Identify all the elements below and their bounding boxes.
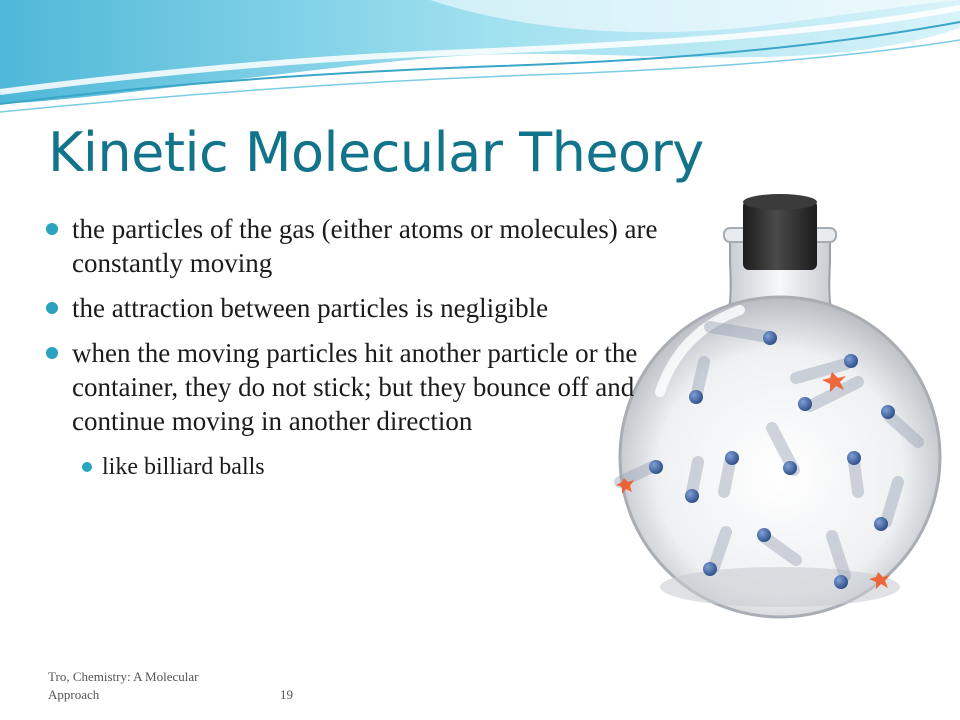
sub-bullet-item: [82, 452, 696, 482]
bullet-text: the particles of the gas (either atoms or molecules) are constantly moving: [72, 214, 658, 278]
page-number: 19: [280, 687, 293, 702]
sub-bullet-text: like billiard balls: [102, 454, 265, 480]
footer-citation: Tro, Chemistry: A Molecular Approach: [48, 669, 199, 702]
header-wave-decoration: [0, 0, 960, 130]
slide-title: Kinetic Molecular Theory: [48, 121, 704, 184]
sub-bullet-dot-icon: [82, 462, 92, 472]
bullet-text: the attraction between particles is negligible: [72, 293, 549, 323]
bullet-list: [46, 212, 696, 482]
bullet-item: [46, 212, 696, 280]
bullet-dot-icon: [46, 347, 58, 359]
bullet-dot-icon: [46, 223, 58, 235]
bullet-item: [46, 291, 696, 325]
bullet-dot-icon: [46, 302, 58, 314]
bullet-item: [46, 336, 696, 438]
bullet-text: when the moving particles hit another particle or the container, they do not stick; but they bounce off and continue moving in another direction: [72, 338, 638, 436]
